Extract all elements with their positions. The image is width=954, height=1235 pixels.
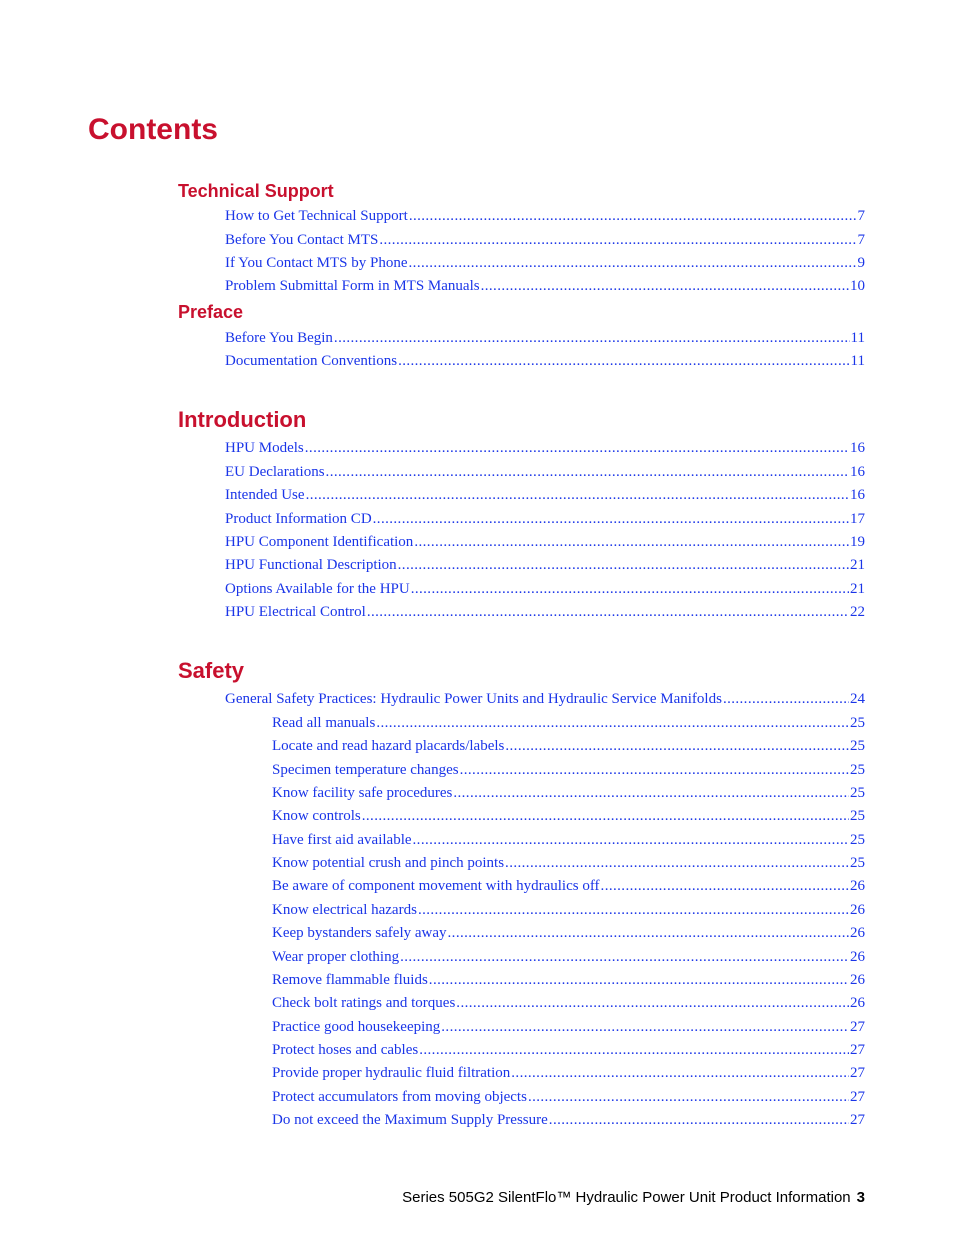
page-footer bbox=[402, 1188, 865, 1208]
toc-entry-page-number: 27 bbox=[850, 1089, 865, 1105]
toc-entry[interactable] bbox=[272, 947, 865, 967]
section-heading-technical-support: Technical Support bbox=[178, 181, 334, 201]
section-heading-introduction: Introduction bbox=[178, 407, 307, 432]
toc-entry[interactable] bbox=[272, 900, 865, 920]
toc-entry[interactable] bbox=[272, 760, 865, 780]
toc-entry-page-number: 25 bbox=[850, 785, 865, 801]
toc-entry-label: Know electrical hazards bbox=[272, 902, 417, 918]
toc-entry[interactable] bbox=[225, 230, 865, 250]
toc-entry[interactable] bbox=[225, 462, 865, 482]
toc-entry-label: General Safety Practices: Hydraulic Power Units and Hydraulic Service Manifolds bbox=[225, 691, 722, 707]
toc-entry-page-number: 27 bbox=[850, 1042, 865, 1058]
footer-title: Series 505G2 SilentFlo™ Hydraulic Power Unit Product Information bbox=[402, 1189, 851, 1206]
toc-entry-label: Check bolt ratings and torques bbox=[272, 995, 456, 1011]
toc-entry-page-number: 27 bbox=[850, 1065, 865, 1081]
toc-entry-label: EU Declarations bbox=[225, 464, 325, 480]
toc-dot-leader bbox=[334, 328, 850, 348]
toc-dot-leader bbox=[429, 970, 849, 990]
toc-entry[interactable] bbox=[225, 579, 865, 599]
toc-dot-leader bbox=[379, 230, 856, 250]
toc-dot-leader bbox=[456, 993, 849, 1013]
toc-entry-page-number: 16 bbox=[850, 464, 865, 480]
toc-entry-page-number: 21 bbox=[850, 581, 865, 597]
section-heading-safety: Safety bbox=[178, 658, 245, 683]
toc-entry-label: Product Information CD bbox=[225, 511, 372, 527]
toc-entry-page-number: 17 bbox=[850, 511, 865, 527]
toc-entry[interactable] bbox=[272, 1017, 865, 1037]
toc-entry-page-number: 7 bbox=[857, 208, 865, 224]
toc-entry[interactable] bbox=[272, 1087, 865, 1107]
toc-entry-label: Read all manuals bbox=[272, 715, 376, 731]
toc-dot-leader bbox=[448, 923, 849, 943]
toc-entry-label: Keep bystanders safely away bbox=[272, 925, 447, 941]
toc-dot-leader bbox=[460, 760, 849, 780]
toc-dot-leader bbox=[505, 853, 849, 873]
toc-entry[interactable] bbox=[225, 602, 865, 622]
toc-entry[interactable] bbox=[225, 351, 865, 371]
toc-entry-label: Be aware of component movement with hydraulics off bbox=[272, 878, 600, 894]
toc-entry-label: Do not exceed the Maximum Supply Pressure bbox=[272, 1112, 548, 1128]
toc-entry-page-number: 26 bbox=[850, 902, 865, 918]
toc-entry-label: Before You Contact MTS bbox=[225, 232, 379, 248]
toc-dot-leader bbox=[505, 736, 849, 756]
toc-dot-leader bbox=[367, 602, 849, 622]
toc-entry-page-number: 7 bbox=[857, 232, 865, 248]
toc-dot-leader bbox=[601, 876, 849, 896]
toc-entry-page-number: 21 bbox=[850, 557, 865, 573]
toc-entry-page-number: 16 bbox=[850, 440, 865, 456]
toc-entry[interactable] bbox=[272, 830, 865, 850]
toc-entry-label: Specimen temperature changes bbox=[272, 762, 459, 778]
toc-entry[interactable] bbox=[272, 806, 865, 826]
toc-entry-page-number: 25 bbox=[850, 715, 865, 731]
toc-entry-page-number: 26 bbox=[850, 972, 865, 988]
toc-entry-label: Protect hoses and cables bbox=[272, 1042, 419, 1058]
toc-entry-label: HPU Models bbox=[225, 440, 304, 456]
toc-entry-page-number: 25 bbox=[850, 808, 865, 824]
toc-dot-leader bbox=[409, 206, 857, 226]
toc-dot-leader bbox=[441, 1017, 849, 1037]
toc-entry-label: Remove flammable fluids bbox=[272, 972, 428, 988]
toc-entry-label: HPU Functional Description bbox=[225, 557, 397, 573]
toc-entry-label: Options Available for the HPU bbox=[225, 581, 410, 597]
toc-dot-leader bbox=[413, 830, 849, 850]
toc-entry[interactable] bbox=[272, 993, 865, 1013]
toc-entry[interactable] bbox=[272, 1063, 865, 1083]
toc-dot-leader bbox=[549, 1110, 849, 1130]
toc-entry-label: Know facility safe procedures bbox=[272, 785, 453, 801]
toc-entry-page-number: 24 bbox=[850, 691, 865, 707]
toc-entry[interactable] bbox=[272, 923, 865, 943]
toc-entry-page-number: 25 bbox=[850, 832, 865, 848]
toc-dot-leader bbox=[400, 947, 849, 967]
toc-entry-label: Wear proper clothing bbox=[272, 949, 400, 965]
page-title: Contents bbox=[88, 113, 218, 146]
toc-entry-page-number: 11 bbox=[850, 330, 865, 346]
toc-dot-leader bbox=[419, 1040, 849, 1060]
toc-entry-label: Documentation Conventions bbox=[225, 353, 398, 369]
toc-entry[interactable] bbox=[225, 328, 865, 348]
toc-entry-label: HPU Component Identification bbox=[225, 534, 414, 550]
toc-entry-label: Locate and read hazard placards/labels bbox=[272, 738, 505, 754]
toc-entry[interactable] bbox=[272, 853, 865, 873]
toc-entry-label: Provide proper hydraulic fluid filtration bbox=[272, 1065, 511, 1081]
toc-entry[interactable] bbox=[272, 876, 865, 896]
toc-dot-leader bbox=[409, 253, 857, 273]
toc-entry-page-number: 19 bbox=[850, 534, 865, 550]
toc-dot-leader bbox=[453, 783, 849, 803]
toc-dot-leader bbox=[326, 462, 849, 482]
toc-entry[interactable] bbox=[225, 276, 865, 296]
toc-entry[interactable] bbox=[225, 509, 865, 529]
toc-entry-page-number: 9 bbox=[857, 255, 865, 271]
toc-entry[interactable] bbox=[225, 253, 865, 273]
toc-dot-leader bbox=[398, 555, 849, 575]
toc-entry-label: How to Get Technical Support bbox=[225, 208, 408, 224]
toc-entry[interactable] bbox=[272, 1110, 865, 1130]
toc-entry-label: Know potential crush and pinch points bbox=[272, 855, 505, 871]
toc-entry-label: Intended Use bbox=[225, 487, 305, 503]
toc-entry[interactable] bbox=[272, 783, 865, 803]
toc-entry[interactable] bbox=[225, 532, 865, 552]
toc-entry-label: Know controls bbox=[272, 808, 361, 824]
toc-entry[interactable] bbox=[272, 970, 865, 990]
toc-dot-leader bbox=[362, 806, 849, 826]
toc-entry-label: HPU Electrical Control bbox=[225, 604, 366, 620]
toc-entry[interactable] bbox=[272, 713, 865, 733]
toc-entry-page-number: 26 bbox=[850, 878, 865, 894]
toc-dot-leader bbox=[414, 532, 849, 552]
toc-entry-page-number: 26 bbox=[850, 949, 865, 965]
toc-entry-page-number: 11 bbox=[850, 353, 865, 369]
toc-entry[interactable] bbox=[225, 689, 865, 709]
toc-dot-leader bbox=[398, 351, 849, 371]
toc-entry-page-number: 25 bbox=[850, 738, 865, 754]
toc-dot-leader bbox=[418, 900, 849, 920]
toc-dot-leader bbox=[305, 438, 849, 458]
toc-entry-label: Have first aid available bbox=[272, 832, 412, 848]
toc-dot-leader bbox=[411, 579, 849, 599]
toc-entry-label: Before You Begin bbox=[225, 330, 333, 346]
toc-entry[interactable] bbox=[225, 438, 865, 458]
toc-entry[interactable] bbox=[272, 1040, 865, 1060]
toc-entry-label: If You Contact MTS by Phone bbox=[225, 255, 408, 271]
toc-entry-page-number: 27 bbox=[850, 1019, 865, 1035]
toc-dot-leader bbox=[373, 509, 849, 529]
toc-entry-page-number: 16 bbox=[850, 487, 865, 503]
toc-dot-leader bbox=[306, 485, 849, 505]
footer-page-number: 3 bbox=[856, 1189, 865, 1206]
toc-dot-leader bbox=[511, 1063, 849, 1083]
toc-entry-label: Practice good housekeeping bbox=[272, 1019, 441, 1035]
toc-entry[interactable] bbox=[225, 485, 865, 505]
toc-entry-page-number: 26 bbox=[850, 995, 865, 1011]
toc-entry-label: Problem Submittal Form in MTS Manuals bbox=[225, 278, 480, 294]
toc-entry-page-number: 22 bbox=[850, 604, 865, 620]
toc-dot-leader bbox=[528, 1087, 849, 1107]
toc-entry[interactable] bbox=[225, 206, 865, 226]
toc-entry[interactable] bbox=[272, 736, 865, 756]
toc-entry[interactable] bbox=[225, 555, 865, 575]
section-heading-preface: Preface bbox=[178, 302, 244, 322]
toc-entry-page-number: 27 bbox=[850, 1112, 865, 1128]
toc-dot-leader bbox=[376, 713, 849, 733]
toc-entry-page-number: 25 bbox=[850, 855, 865, 871]
toc-entry-label: Protect accumulators from moving objects bbox=[272, 1089, 527, 1105]
toc-entry-page-number: 26 bbox=[850, 925, 865, 941]
toc-dot-leader bbox=[723, 689, 849, 709]
toc-entry-page-number: 10 bbox=[850, 278, 865, 294]
toc-entry-page-number: 25 bbox=[850, 762, 865, 778]
toc-dot-leader bbox=[481, 276, 849, 296]
